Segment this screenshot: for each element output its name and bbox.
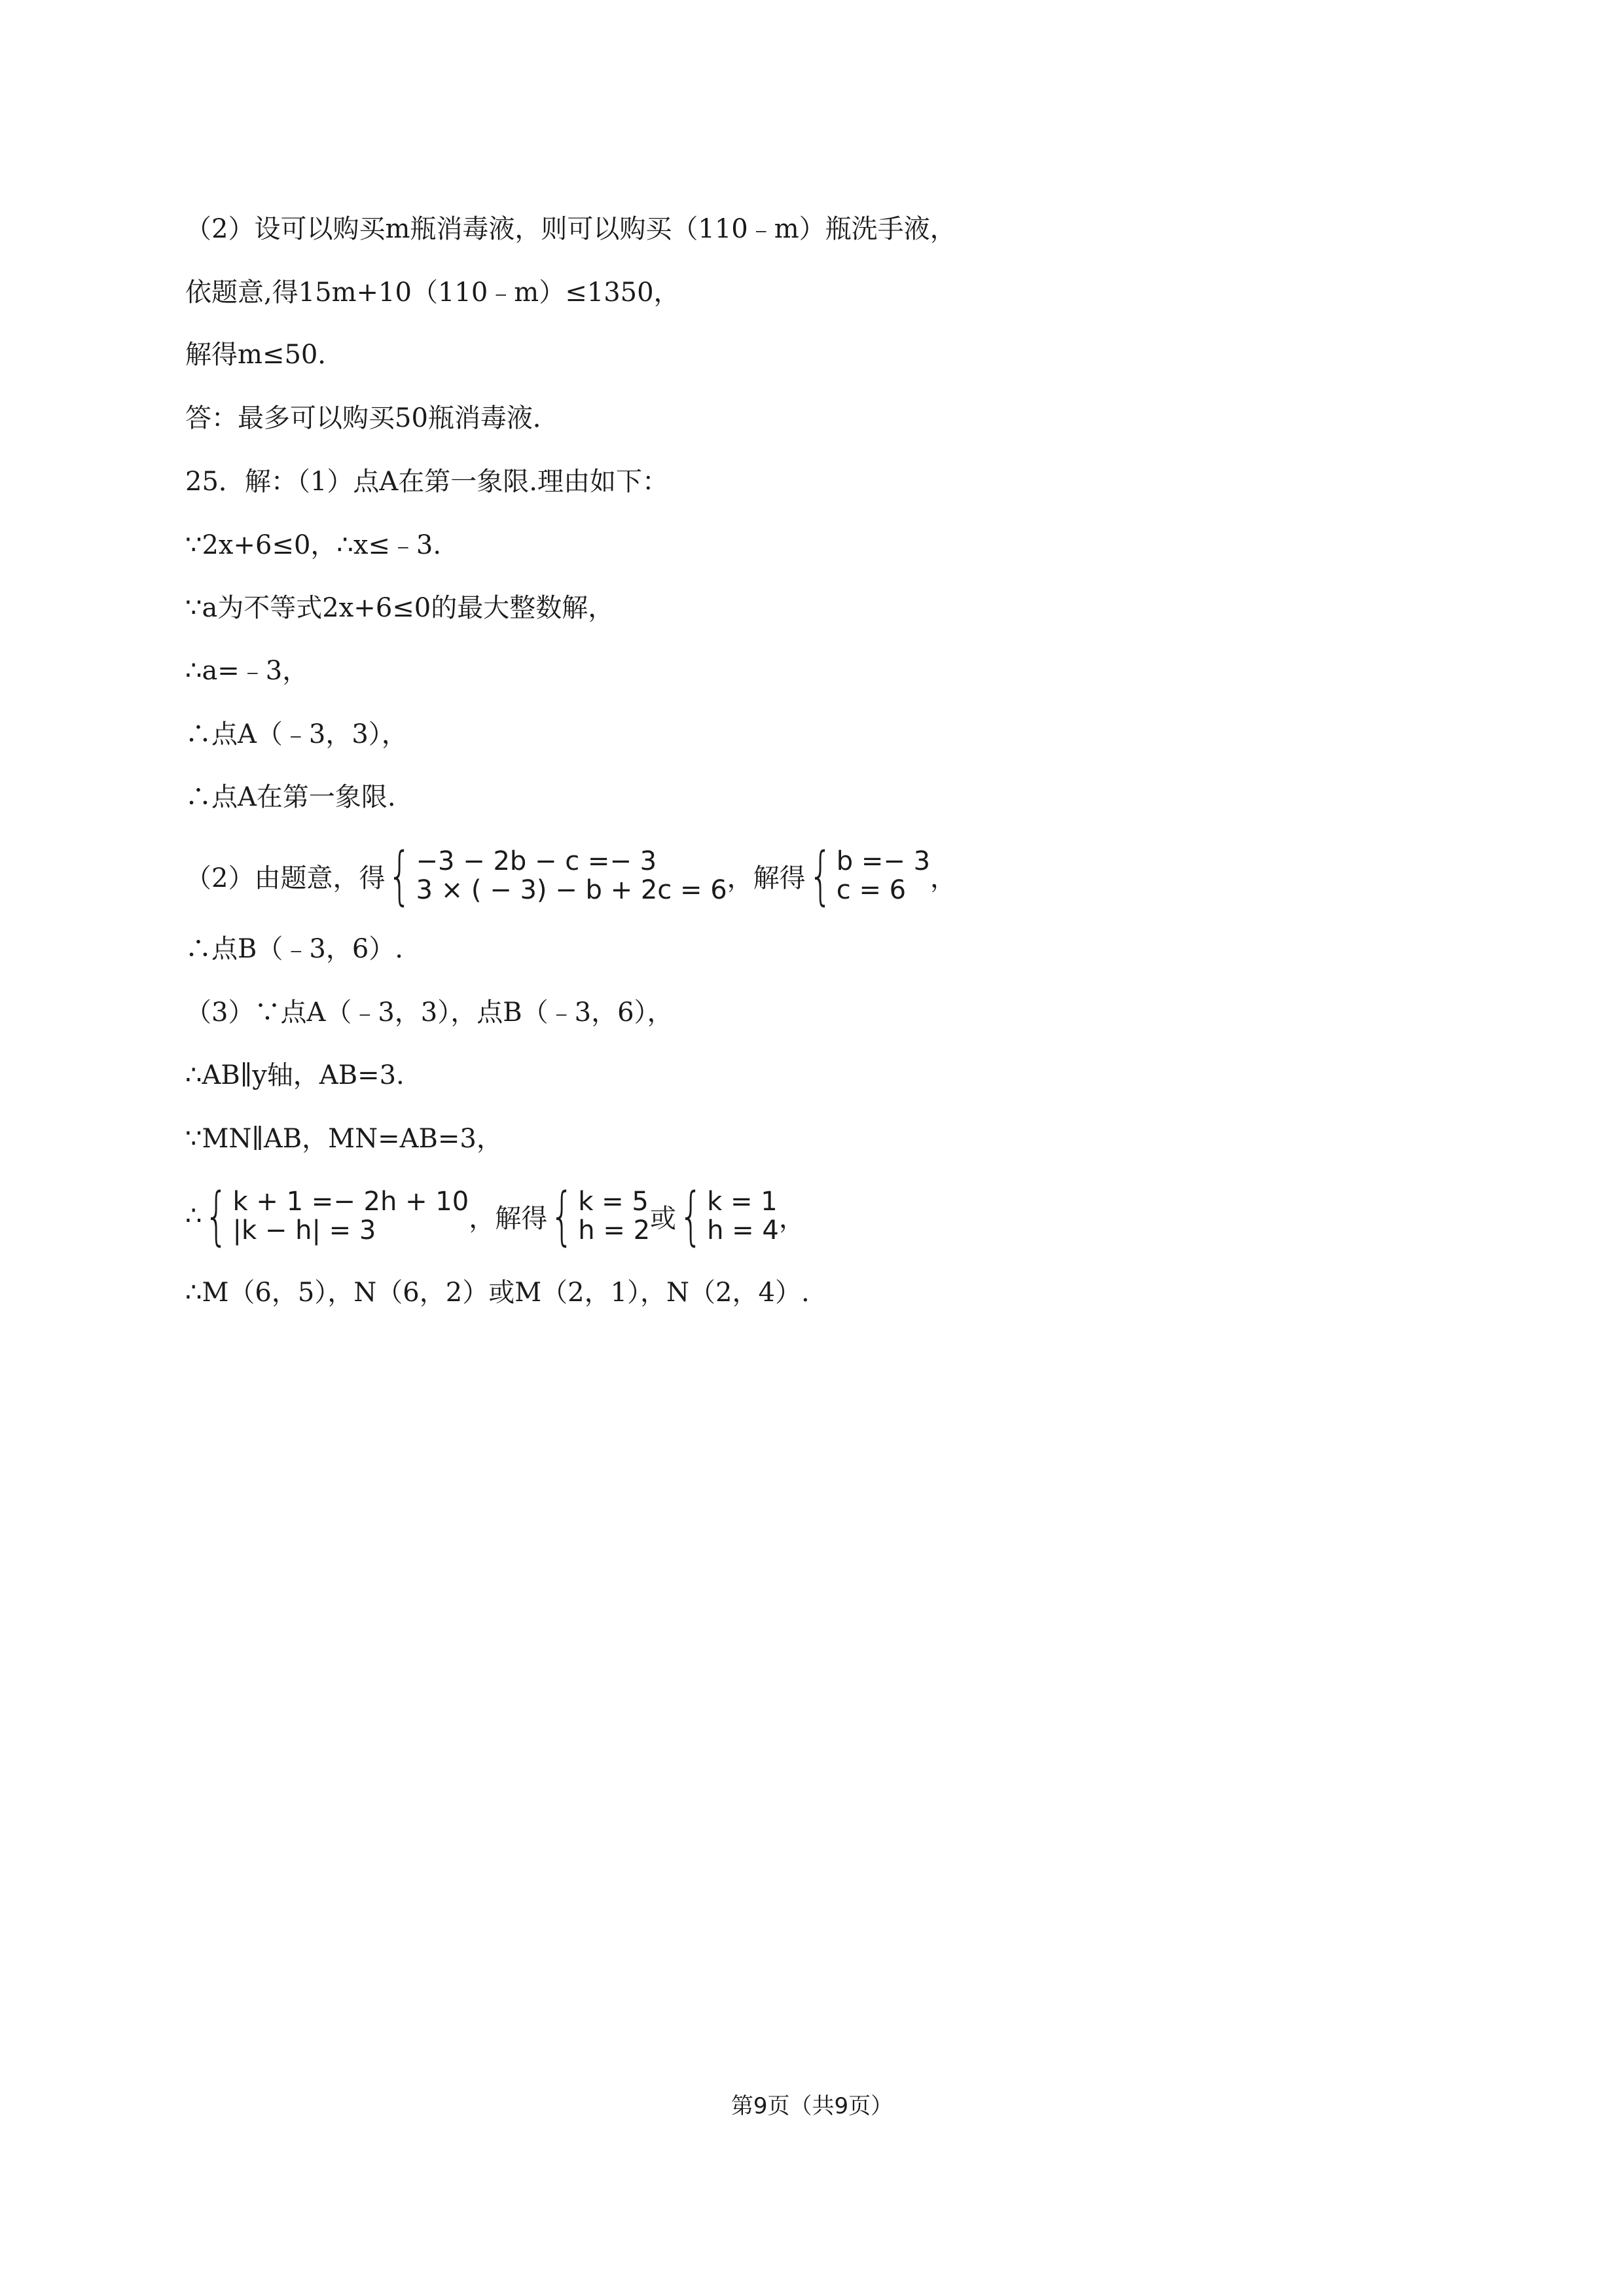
- text-line: ∴点B（﹣3，6）.: [185, 934, 404, 964]
- solution: h = 4: [707, 1215, 779, 1246]
- system-prefix: ∴: [185, 1201, 202, 1231]
- solution: k = 1: [707, 1187, 778, 1217]
- system-prefix: （2）由题意，得: [185, 863, 386, 893]
- text-line: ∴点A在第一象限.: [185, 782, 396, 812]
- text-line: ∴M（6，5），N（6，2）或M（2，1），N（2，4）.: [185, 1278, 810, 1308]
- text-line: ∴点A（﹣3，3），: [185, 719, 408, 749]
- left-brace: {: [550, 1179, 575, 1253]
- system-mid-text: ，解得: [727, 863, 806, 893]
- left-brace: {: [679, 1179, 703, 1253]
- equation-system-line-1: [185, 839, 957, 912]
- equation: 3 × ( − 3) − b + 2c = 6: [416, 875, 727, 905]
- equation: |k − h| = 3: [232, 1215, 376, 1246]
- equation-system: [202, 1179, 469, 1253]
- solution: h = 2: [578, 1215, 651, 1246]
- text-line: ∴a=﹣3，: [185, 656, 309, 686]
- left-brace: {: [388, 839, 412, 912]
- text-line: 依题意,得15m+10（110﹣m）≤1350，: [185, 278, 680, 308]
- left-brace: {: [204, 1179, 229, 1253]
- or-text: 或: [650, 1203, 677, 1234]
- text-line: ∵a为不等式2x+6≤0的最大整数解，: [185, 593, 615, 623]
- text-line: 答：最多可以购买50瓶消毒液．: [185, 403, 559, 433]
- system-mid-text: ，解得: [469, 1203, 548, 1234]
- equation-system: [385, 839, 727, 912]
- text-line: ∵2x+6≤0，∴x≤﹣3.: [185, 530, 442, 560]
- equation-system-line-2: [185, 1179, 805, 1253]
- solution: c = 6: [836, 875, 907, 905]
- equation: −3 − 2b − c =− 3: [416, 846, 657, 876]
- page-footer: 第9页（共9页）: [731, 2093, 893, 2119]
- system-suffix: ，: [778, 1203, 805, 1234]
- text-line: 25．解：（1）点A在第一象限.理由如下：: [185, 467, 668, 497]
- solution: b =− 3: [836, 846, 931, 876]
- solution: k = 5: [578, 1187, 649, 1217]
- equation: k + 1 =− 2h + 10: [232, 1187, 469, 1217]
- text-line: （3）∵点A（﹣3，3），点B（﹣3，6），: [185, 997, 674, 1028]
- left-brace: {: [808, 839, 833, 912]
- text-line: （2）设可以购买m瓶消毒液，则可以购买（110﹣m）瓶洗手液，: [185, 214, 956, 244]
- solution-system-a: [547, 1179, 651, 1253]
- system-suffix: ，: [930, 863, 957, 893]
- solution-system-b: [676, 1179, 779, 1253]
- text-line: ∵MN∥AB，MN=AB=3，: [185, 1124, 503, 1154]
- text-line: ∴AB∥y轴，AB=3.: [185, 1060, 405, 1090]
- solution-system: [806, 839, 931, 912]
- text-line: 解得m≤50．: [185, 340, 344, 370]
